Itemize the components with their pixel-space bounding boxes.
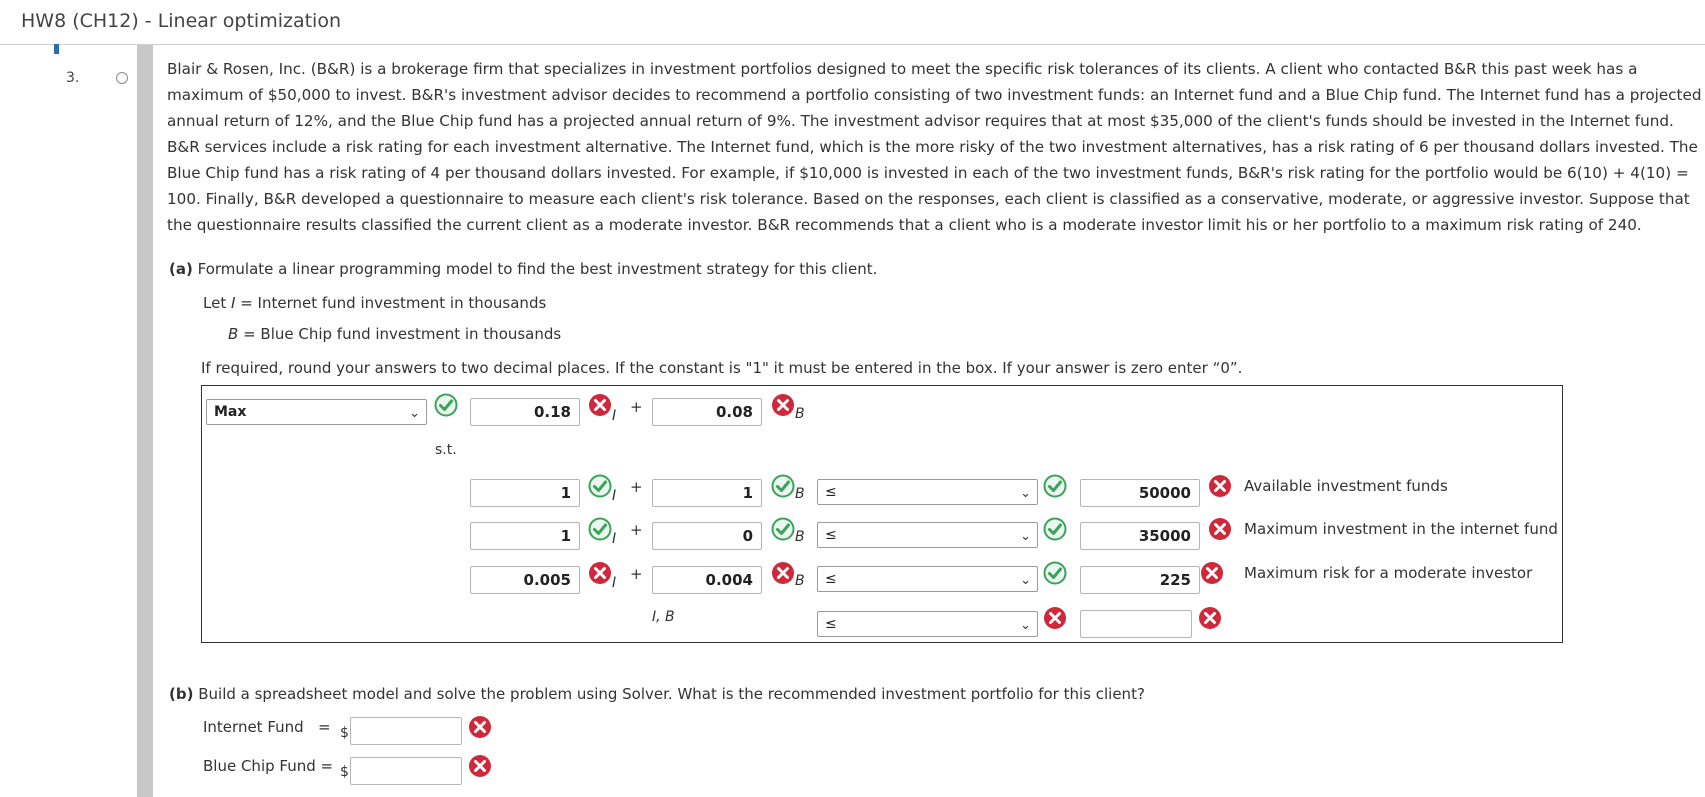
problem-line: annual return of 12%, and the Blue Chip fund has a projected annual return of 9%. The investment advisor requires that at most $35,000 of the client's funds should be invested in the Internet fund. (167, 112, 1674, 130)
correct-check-icon (434, 393, 458, 417)
current-question-indicator (54, 44, 59, 54)
incorrect-x-icon (1208, 474, 1232, 498)
blue-chip-fund-input[interactable] (350, 757, 462, 785)
internet-fund-input[interactable] (350, 717, 462, 745)
correct-check-icon (1043, 517, 1067, 541)
incorrect-x-icon (588, 393, 612, 417)
var-B-label: B (795, 529, 805, 545)
dollar-sign: $ (340, 725, 349, 741)
constraint-2-label: Maximum investment in the internet fund (1244, 520, 1558, 538)
chevron-down-icon: ⌄ (409, 406, 420, 421)
definition-B: B = Blue Chip fund investment in thousands (228, 325, 562, 343)
constraint-1-coef-I-input[interactable]: 1 (470, 479, 580, 507)
objective-coef-I-input[interactable]: 0.18 (470, 398, 580, 426)
plus-sign: + (630, 521, 643, 539)
constraint-2-rhs-input[interactable]: 35000 (1080, 522, 1200, 550)
constraint-1-label: Available investment funds (1244, 477, 1448, 495)
chevron-down-icon: ⌄ (1020, 618, 1031, 633)
constraint-2-coef-B-input[interactable]: 0 (652, 522, 762, 550)
objective-coef-B-input[interactable]: 0.08 (652, 398, 762, 426)
nonneg-relation-select[interactable]: ≤ ⌄ (817, 611, 1038, 637)
var-B-label: B (795, 573, 805, 589)
question-number[interactable]: 3. (66, 70, 80, 86)
incorrect-x-icon (1208, 517, 1232, 541)
constraint-1-relation-select[interactable]: ≤ ⌄ (817, 479, 1038, 505)
incorrect-x-icon (468, 754, 492, 778)
chevron-down-icon: ⌄ (1020, 486, 1031, 501)
problem-line: Blair & Rosen, Inc. (B&R) is a brokerage firm that specializes in investment portfolios designed to meet the specific risk tolerances of its clients. A client who contacted B&R this past week has a (167, 60, 1638, 78)
var-I-label: I (612, 531, 617, 547)
correct-check-icon (771, 517, 795, 541)
chevron-down-icon: ⌄ (1020, 573, 1031, 588)
correct-check-icon (1043, 561, 1067, 585)
var-B-label: B (795, 486, 805, 502)
incorrect-x-icon (1198, 606, 1222, 630)
constraint-3-label: Maximum risk for a moderate investor (1244, 564, 1533, 582)
incorrect-x-icon (588, 561, 612, 585)
var-I-label: I (612, 408, 617, 424)
page-title: HW8 (CH12) - Linear optimization (21, 10, 341, 32)
problem-line: 100. Finally, B&R developed a questionnaire to measure each client's risk tolerance. Based on the responses, each client is classified as a conservative, moderate, or aggressive investor. Suppose that (167, 190, 1690, 208)
plus-sign: + (630, 398, 643, 416)
question-nav (54, 45, 139, 797)
definition-I: Let I = Internet fund investment in thousands (203, 294, 547, 312)
correct-check-icon (588, 517, 612, 541)
dollar-sign: $ (340, 764, 349, 780)
plus-sign: + (630, 565, 643, 583)
question-status-circle-icon (116, 72, 128, 84)
constraint-3-relation-select[interactable]: ≤ ⌄ (817, 566, 1038, 592)
correct-check-icon (1043, 474, 1067, 498)
var-I-label: I (612, 488, 617, 504)
constraint-2-relation-select[interactable]: ≤ ⌄ (817, 522, 1038, 548)
incorrect-x-icon (1200, 561, 1224, 585)
incorrect-x-icon (468, 715, 492, 739)
constraint-3-coef-B-input[interactable]: 0.004 (652, 566, 762, 594)
var-B-label: B (795, 406, 805, 422)
correct-check-icon (588, 474, 612, 498)
subject-to-label: s.t. (435, 442, 457, 458)
problem-line: maximum of $50,000 to invest. B&R's investment advisor decides to recommend a portfolio consisting of two investment funds: an Internet fund and a Blue Chip fund. The Internet fund has a projected (167, 86, 1702, 104)
incorrect-x-icon (1043, 606, 1067, 630)
part-b-prompt: (b) Build a spreadsheet model and solve the problem using Solver. What is the recommended investment portfolio for this client? (169, 685, 1145, 703)
constraint-3-coef-I-input[interactable]: 0.005 (470, 566, 580, 594)
nonneg-vars-label: I, B (652, 609, 675, 625)
constraint-1-rhs-input[interactable]: 50000 (1080, 479, 1200, 507)
internet-fund-label: Internet Fund = (203, 718, 331, 736)
correct-check-icon (771, 474, 795, 498)
rounding-instructions: If required, round your answers to two decimal places. If the constant is "1" it must be entered in the box. If your answer is zero enter “0”. (201, 359, 1243, 377)
problem-line: Blue Chip fund has a risk rating of 4 per thousand dollars invested. For example, if $10,000 is invested in each of the two investment funds, B&R's risk rating for the portfolio would be 6(10) + 4(10) = (167, 164, 1689, 182)
problem-line: B&R services include a risk rating for each investment alternative. The Internet fund, which is the more risky of the two investment alternatives, has a risk rating of 6 per thousand dollars invested. The (167, 138, 1698, 156)
problem-statement (167, 56, 1702, 238)
content-divider (137, 45, 153, 797)
plus-sign: + (630, 478, 643, 496)
nonneg-rhs-input[interactable] (1080, 610, 1192, 638)
objective-sense-select[interactable]: Max ⌄ (206, 399, 427, 425)
incorrect-x-icon (771, 561, 795, 585)
blue-chip-fund-label: Blue Chip Fund = (203, 757, 334, 775)
chevron-down-icon: ⌄ (1020, 529, 1031, 544)
incorrect-x-icon (771, 393, 795, 417)
problem-line: the questionnaire results classified the current client as a moderate investor. B&R recommends that a client who is a moderate investor limit his or her portfolio to a maximum risk rating of 240. (167, 216, 1642, 234)
constraint-1-coef-B-input[interactable]: 1 (652, 479, 762, 507)
constraint-3-rhs-input[interactable]: 225 (1080, 566, 1200, 594)
constraint-2-coef-I-input[interactable]: 1 (470, 522, 580, 550)
part-a-prompt: (a) Formulate a linear programming model to find the best investment strategy for this client. (169, 260, 878, 278)
var-I-label: I (612, 575, 617, 591)
